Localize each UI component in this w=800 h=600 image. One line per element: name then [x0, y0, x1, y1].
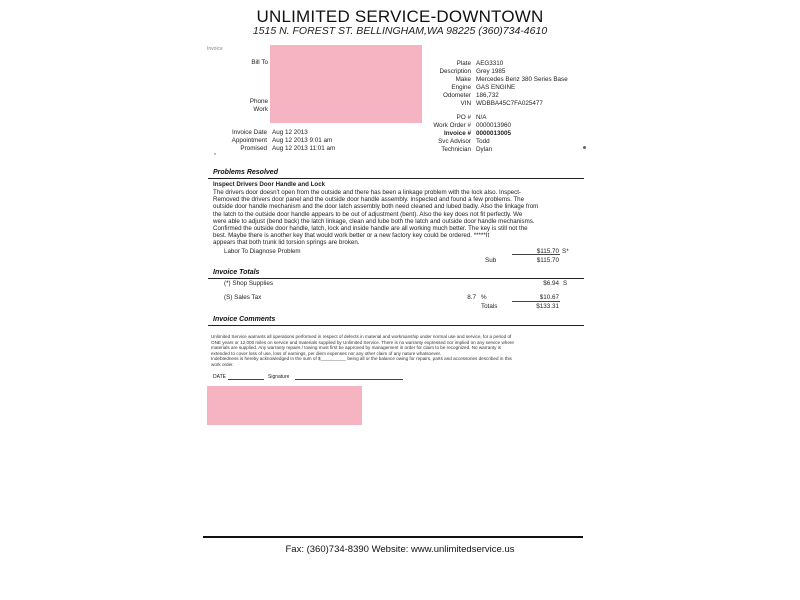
- sub-label: Sub: [485, 257, 497, 264]
- order-label: Invoice #: [444, 130, 471, 137]
- date-row-label: Promised: [240, 145, 267, 152]
- work-label: Work: [253, 106, 268, 113]
- company-address: 1515 N. FOREST ST. BELLINGHAM,WA 98225 (360)734-4610: [252, 25, 548, 37]
- vehicle-value: WDBBA45C7FA025477: [476, 100, 543, 107]
- problem-line: Removed the drivers door panel and the outside door handle assembly. Inspected and found a few problems. The: [213, 196, 525, 204]
- warranty-line: extended to cover loss of use, loss of earnings, per diem expenses nor any other claim of any nature whatsoever.: [211, 350, 442, 356]
- date-row-value: Aug 12 2013 9:01 am: [272, 137, 333, 144]
- vehicle-value: Mercedes Benz 380 Series Base: [476, 76, 568, 83]
- date-row-label: Invoice Date: [231, 129, 267, 136]
- problem-line: appears that both trunk lid torsion springs are broken.: [213, 239, 360, 247]
- warranty-line: ONE years or 12,000 miles on service and materials supplied by Unlimited Service. There is no warranty expressed nor implied on any service where: [211, 339, 514, 345]
- labor-label: Labor To Diagnose Problem: [224, 248, 301, 255]
- scan-speck: [583, 146, 586, 149]
- order-value: 0000013960: [476, 122, 512, 129]
- sales-tax-percent: %: [481, 294, 487, 301]
- order-label: Work Order #: [433, 122, 471, 129]
- vehicle-label: Make: [455, 76, 471, 83]
- scan-speck: [214, 153, 216, 155]
- problem-line: best. Maybe there is another key that would work better or a new factory key could be ordered. *****It: [213, 232, 490, 240]
- footer-rule: [203, 536, 583, 538]
- shop-supplies-flag: S: [563, 280, 568, 287]
- vehicle-label: VIN: [460, 100, 471, 107]
- shop-supplies-amount: $6.94: [543, 280, 559, 287]
- company-name: UNLIMITED SERVICE-DOWNTOWN: [256, 7, 544, 26]
- signature-redaction: [207, 386, 362, 425]
- footer-contact: Fax: (360)734-8390 Website: www.unlimitedservice.us: [285, 544, 515, 555]
- vehicle-label: Engine: [451, 84, 471, 91]
- order-label: Technician: [441, 146, 471, 153]
- totals-rule: [208, 278, 584, 279]
- date-row-value: Aug 12 2013: [272, 129, 308, 136]
- order-value: Todd: [476, 138, 490, 145]
- vehicle-label: Plate: [456, 60, 471, 67]
- order-value: N/A: [476, 114, 487, 121]
- vehicle-value: 186,732: [476, 92, 499, 99]
- sales-tax-amount: $10.67: [539, 294, 559, 301]
- labor-flag: S*: [562, 248, 569, 255]
- problems-rule: [208, 178, 584, 179]
- warranty-line: work order.: [211, 362, 234, 367]
- vehicle-label: Description: [439, 68, 471, 75]
- order-value: 0000013005: [476, 130, 512, 137]
- signature-line: [295, 379, 403, 380]
- totals-title: Invoice Totals: [213, 269, 260, 276]
- vehicle-value: GAS ENGINE: [476, 84, 516, 91]
- order-label: Svc Advisor: [438, 138, 471, 145]
- vehicle-value: Grey 1985: [476, 68, 506, 75]
- sub-amount: $115.70: [536, 257, 559, 264]
- vehicle-value: AEG3310: [476, 60, 504, 67]
- comments-title: Invoice Comments: [213, 316, 276, 323]
- problem-line: The drivers door doesn't open from the outside and there has been a linkage problem with the lock also. Inspect-: [213, 189, 521, 196]
- date-row-label: Appointment: [231, 137, 267, 144]
- phone-label: Phone: [249, 98, 268, 105]
- warranty-line: Unlimited Service warrants all operations performed in respect of defects in material and workmanship under normal use and service, for a period of: [211, 334, 512, 339]
- shop-supplies-label: (*) Shop Supplies: [224, 280, 274, 287]
- date-label: DATE: [213, 374, 226, 380]
- problem-line: the latch to the outside door handle appears to be out of adjustment (bent). Also the key does not fit perfectly. We: [213, 210, 523, 218]
- total-amount: $133.31: [536, 303, 559, 310]
- problem-line: Confirmed the outside door handle, latch, lock and inside handle are all working much better. The key is still not the: [213, 225, 528, 232]
- problems-title: Problems Resolved: [213, 169, 278, 176]
- labor-amount: $115.70: [536, 248, 559, 255]
- comments-rule: [208, 325, 584, 326]
- order-label: PO #: [456, 114, 471, 121]
- problem-line: outside door handle mechanism and the door latch assembly both need cleaned and lubed badly. Also the linkage from: [213, 203, 539, 211]
- bill-to-label: Bill To: [251, 59, 268, 66]
- tax-underline: [512, 301, 560, 302]
- date-line: [228, 379, 264, 380]
- order-value: Dylan: [476, 146, 493, 153]
- total-label: Totals: [481, 303, 498, 310]
- warranty-line: Indebtedness is hereby acknowledged in the sum of $__________ being all or the balance owing for repairs, parts and accessories described in this: [211, 356, 512, 362]
- vehicle-label: Odometer: [443, 92, 471, 99]
- warranty-line: materials are supplied. Any warranty repairs / towing must first be approved by management in order for claim to be recognized. No warranty is: [211, 345, 502, 351]
- problem-heading: Inspect Drivers Door Handle and Lock: [213, 181, 326, 188]
- signature-label: Signature: [268, 374, 290, 380]
- sales-tax-label: (S) Sales Tax: [224, 294, 262, 301]
- sales-tax-rate: 8.7: [467, 294, 476, 301]
- problem-line: were able to adjust (bend back) the latch linkage, clean and lube both the latch and outside door handle mechanisms.: [213, 217, 535, 225]
- date-row-value: Aug 12 2013 11:01 am: [272, 145, 336, 152]
- corner-mark: Invoice: [207, 46, 223, 52]
